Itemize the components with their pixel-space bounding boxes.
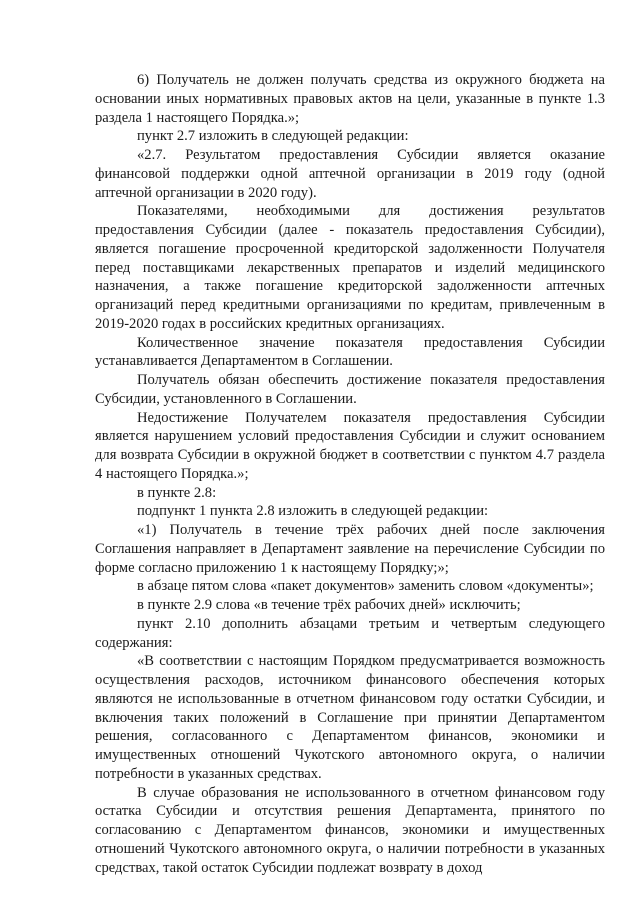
paragraph-expenses-possibility: «В соответствии с настоящим Порядком предусматривается возможность осуществления расходов, источником финансового обеспечения которых являются не использованные в отчетном финансовом году остатки Субсидии, и включения таких положений в Соглашение при принятии Департаментом решения, согласованного с Департаментом финансов, экономики и имущественных отношений Чукотского автономного округа, о наличии потребности в указанных средствах.: [95, 653, 605, 782]
paragraph-fifth-abzac: в абзаце пятом слова «пакет документов» заменить словом «документы»;: [137, 578, 594, 595]
paragraph-recipient-obligation: Получатель обязан обеспечить достижение показателя предоставления Субсидии, установленного в Соглашении.: [95, 372, 605, 407]
paragraph-point-2-7-intro: пункт 2.7 изложить в следующей редакции:: [137, 128, 409, 145]
paragraph-subpoint-6: 6) Получатель не должен получать средства из окружного бюджета на основании иных нормативных правовых актов на цели, указанные в пункте 1.3 раздела 1 настоящего Порядка.»;: [95, 72, 605, 126]
paragraph-point-2-9: в пункте 2.9 слова «в течение трёх рабочих дней» исключить;: [137, 597, 521, 613]
paragraph-point-2-7: «2.7. Результатом предоставления Субсидии является оказание финансовой поддержки одной аптечной организации в 2019 году (одной аптечной организации в 2020 году).: [95, 147, 605, 201]
paragraph-quantitative-value: Количественное значение показателя предоставления Субсидии устанавливается Департаментом в Соглашении.: [95, 334, 605, 370]
paragraph-subpoint-1: «1) Получатель в течение трёх рабочих дней после заключения Соглашения направляет в Департамент заявление на перечисление Субсидии по форме согласно приложению 1 к настоящему Порядку;»;: [95, 522, 605, 576]
paragraph-unused-balance: В случае образования не использованного в отчетном финансовом году остатка Субсидии и отсутствия решения Департамента, принятого по согласованию с Департаментом финансов, экономики и имущественных отношений Чукотского автономного округа, о наличии потребности в указанных средствах, такой остаток Субсидии подлежат возврату в доход: [95, 784, 605, 876]
paragraph-subpoint-1-intro: подпункт 1 пункта 2.8 изложить в следующей редакции:: [137, 503, 489, 520]
paragraph-indicators: Показателями, необходимыми для достижения результатов предоставления Субсидии (далее - показатель предоставления Субсидии), является погашение просроченной кредиторской задолженности Получателя перед поставщиками лекарственных препаратов и изделий медицинского назначения, а также погашение кредиторской задолженности аптечных организаций перед кредитными организациями по кредитам, привлеченным в 2019-2020 годах в российских кредитных организациях.: [95, 203, 605, 332]
paragraph-point-2-8: в пункте 2.8:: [137, 484, 217, 501]
paragraph-non-achievement: Недостижение Получателем показателя предоставления Субсидии является нарушением условий предоставления Субсидии и служит основанием для возврата Субсидии в окружной бюджет в соответствии с пунктом 4.7 раздела 4 настоящего Порядка.»;: [95, 409, 605, 482]
paragraph-point-2-10: пункт 2.10 дополнить абзацами третьим и четвертым следующего содержания:: [95, 615, 605, 651]
document-body: [95, 71, 605, 877]
